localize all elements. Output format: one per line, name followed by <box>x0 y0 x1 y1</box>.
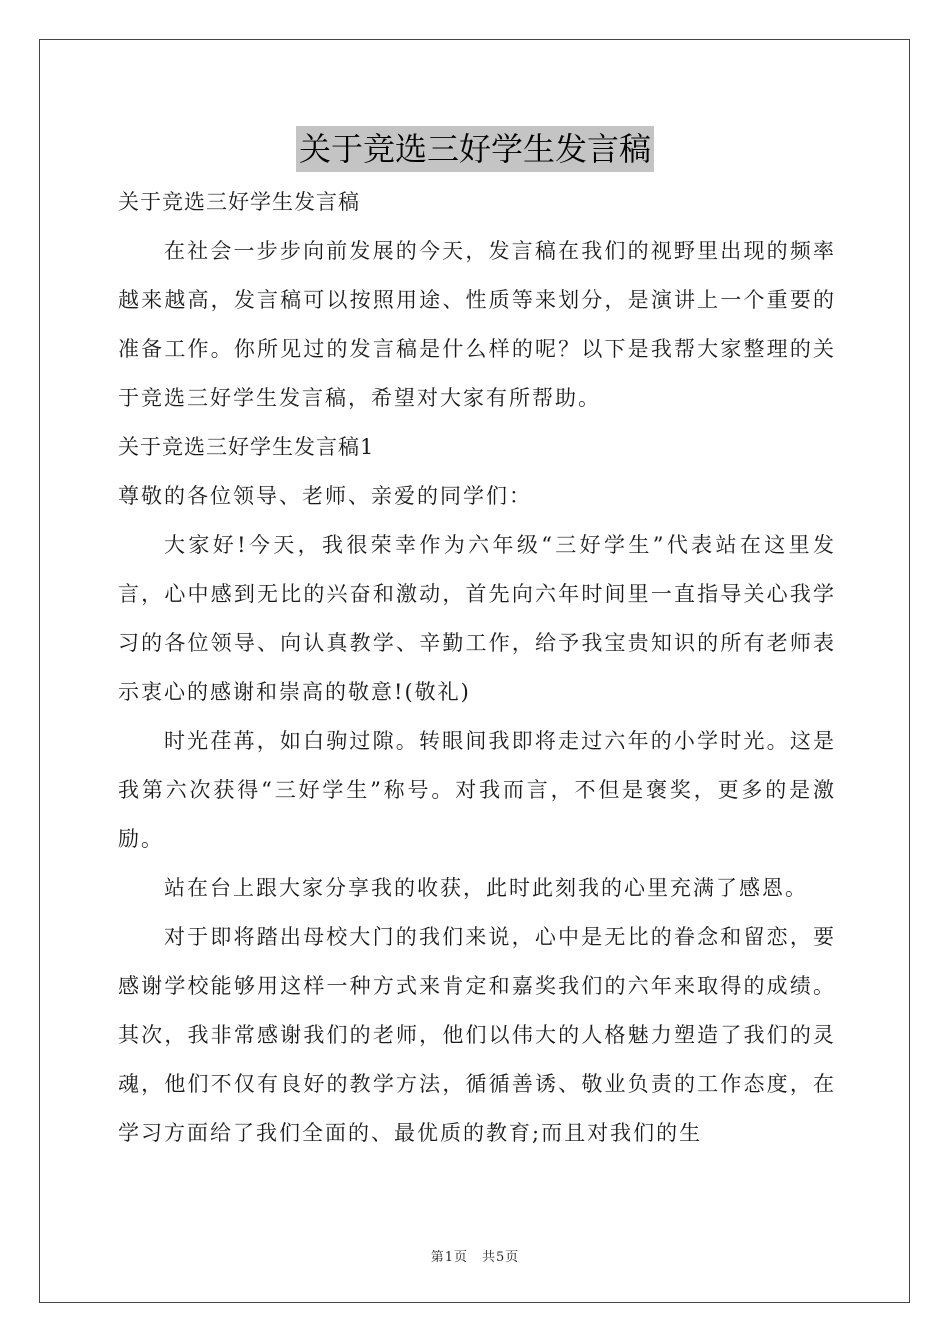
body-paragraph: 时光荏苒，如白驹过隙。转眼间我即将走过六年的小学时光。这是我第六次获得“三好学生”称号。对我而言，不但是褒奖，更多的是激励。 <box>118 729 836 851</box>
body-paragraph: 对于即将踏出母校大门的我们来说，心中是无比的眷念和留恋，要感谢学校能够用这样一种方式来肯定和嘉奖我们的六年来取得的成绩。其次，我非常感谢我们的老师，他们以伟大的人格魅力塑造了我们的灵魂，他们不仅有良好的教学方法，循循善诱、敬业负责的工作态度，在学习方面给了我们全面的、最优质的教育;而且对我们的生 <box>118 925 836 1145</box>
body-paragraph: 站在台上跟大家分享我的收获，此时此刻我的心里充满了感恩。 <box>164 876 808 900</box>
speech-heading: 关于竞选三好学生发言稿1 <box>118 435 375 459</box>
section-heading: 关于竞选三好学生发言稿 <box>118 190 360 214</box>
salutation: 尊敬的各位领导、老师、亲爱的同学们： <box>118 484 532 508</box>
document-body <box>118 178 836 1158</box>
intro-paragraph: 在社会一步步向前发展的今天，发言稿在我们的视野里出现的频率越来越高，发言稿可以按照用途、性质等来划分，是演讲上一个重要的准备工作。你所见过的发言稿是什么样的呢？以下是我帮大家整理的关于竞选三好学生发言稿，希望对大家有所帮助。 <box>118 239 836 410</box>
page-total: 共5页 <box>482 1250 520 1265</box>
title-container <box>0 126 950 172</box>
body-paragraph: 大家好!今天，我很荣幸作为六年级“三好学生”代表站在这里发言，心中感到无比的兴奋和激动，首先向六年时间里一直指导关心我学习的各位领导、向认真教学、辛勤工作，给予我宝贵知识的所有老师表示衷心的感谢和崇高的敬意!(敬礼) <box>118 533 836 704</box>
document-title: 关于竞选三好学生发言稿 <box>296 126 654 172</box>
page-number: 第1页 <box>430 1250 468 1265</box>
page-footer <box>0 1246 950 1265</box>
